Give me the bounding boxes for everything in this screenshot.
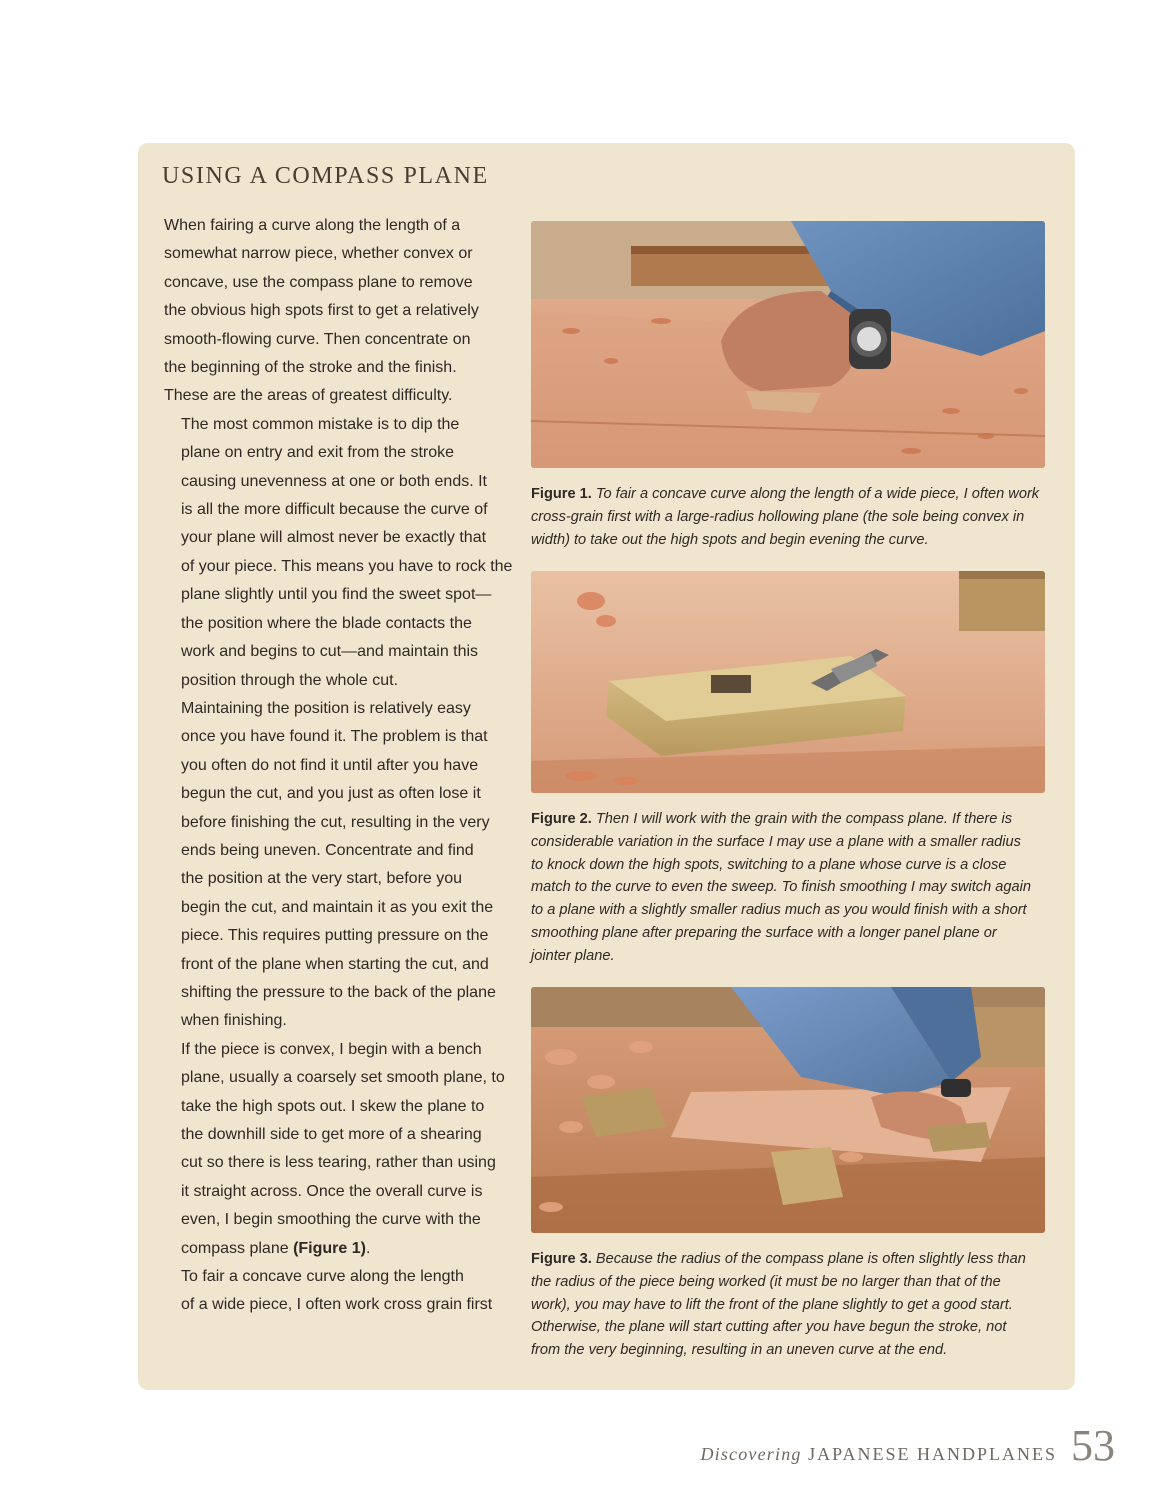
figure-2-photo <box>531 571 1045 793</box>
page-number: 53 <box>1071 1421 1115 1470</box>
text-line: you often do not find it until after you have <box>181 756 479 774</box>
caption-line: smoothing plane after preparing the surface with a longer panel plane or <box>531 924 997 941</box>
text-line: These are the areas of greatest difficulty. <box>164 387 453 405</box>
text-line: smooth-flowing curve. Then concentrate on <box>164 330 471 348</box>
paragraph-4 <box>164 1036 506 1263</box>
caption-text: Then I will work with the grain with the compass plane. If there is <box>595 811 1012 827</box>
text-line: when finishing. <box>181 1012 287 1030</box>
caption-line: from the very beginning, resulting in an uneven curve at the end. <box>531 1342 948 1359</box>
text-line: When fairing a curve along the length of a <box>164 217 461 234</box>
caption-text: To fair a concave curve along the length of a wide piece, I often work <box>595 486 1040 502</box>
text-line: the position where the blade contacts the <box>181 614 472 632</box>
text-line: plane on entry and exit from the stroke <box>181 444 455 462</box>
text-line: even, I begin smoothing the curve with the <box>181 1211 481 1229</box>
figure-1-illustration <box>531 221 1045 468</box>
text-line <box>164 1235 506 1263</box>
paragraph-1 <box>164 212 506 411</box>
caption-line: jointer plane. <box>531 947 615 964</box>
text-line: If the piece is convex, I begin with a bench <box>181 1040 482 1058</box>
text-line: once you have found it. The problem is that <box>181 728 488 746</box>
caption-line <box>531 483 1061 506</box>
figure-3-illustration <box>531 987 1045 1233</box>
sidebar-body <box>164 212 513 1320</box>
caption-line <box>531 1248 1061 1271</box>
caption-line <box>531 808 1061 831</box>
text-line: position through the whole cut. <box>181 671 399 689</box>
caption-line: to a plane with a slightly smaller radius much as you would finish with a short <box>531 902 1027 919</box>
running-footer-title <box>700 1444 1057 1464</box>
text-line: it straight across. Once the overall curve is <box>181 1182 483 1200</box>
caption-line: cross-grain first with a large-radius hollowing plane (the sole being convex in <box>531 508 1025 525</box>
text-line: concave, use the compass plane to remove <box>164 273 473 291</box>
text-line: plane, usually a coarsely set smooth plane, to <box>181 1069 505 1087</box>
paragraph-3 <box>164 695 506 1036</box>
text-line: work and begins to cut—and maintain this <box>181 643 479 661</box>
caption-line: considerable variation in the surface I may use a plane with a smaller radius <box>531 833 1021 850</box>
caption-line: work), you may have to lift the front of the plane slightly to get a good start. <box>531 1296 1013 1313</box>
text-line: front of the plane when starting the cut, and <box>181 955 489 973</box>
text-line: your plane will almost never be exactly that <box>181 529 487 547</box>
figure-1-caption <box>531 483 1061 551</box>
figure-1-label: Figure 1. <box>531 486 592 502</box>
text-fragment: . <box>365 1239 371 1257</box>
figure-1-photo <box>531 221 1045 468</box>
text-line: the obvious high spots first to get a relatively <box>164 302 479 320</box>
figure-2-caption <box>531 808 1061 968</box>
text-line: begun the cut, and you just as often lose it <box>181 785 481 803</box>
text-line: the beginning of the stroke and the finish. <box>164 359 457 377</box>
text-line: Maintaining the position is relatively easy <box>181 699 471 717</box>
text-line: of a wide piece, I often work cross grain first <box>181 1296 493 1314</box>
text-line: the downhill side to get more of a shearing <box>181 1126 482 1143</box>
footer-discovering: Discovering <box>700 1444 802 1464</box>
text-line: somewhat narrow piece, whether convex or <box>164 245 473 263</box>
text-line: cut so there is less tearing, rather than using <box>181 1154 496 1172</box>
text-line: shifting the pressure to the back of the plane <box>181 983 496 1001</box>
text-fragment: compass plane <box>181 1239 294 1257</box>
text-line: before finishing the cut, resulting in the very <box>181 813 490 831</box>
figure-2-label: Figure 2. <box>531 811 592 827</box>
caption-line: width) to take out the high spots and begin evening the curve. <box>531 531 929 548</box>
text-line: take the high spots out. I skew the plane to <box>181 1097 485 1115</box>
text-line: piece. This requires putting pressure on the <box>181 927 489 945</box>
caption-line: match to the curve to even the sweep. To finish smoothing I may switch again <box>531 879 1031 896</box>
figure-2-illustration <box>531 571 1045 793</box>
figure-1-reference: (Figure 1) <box>293 1239 366 1257</box>
sidebar-title: USING A COMPASS PLANE <box>162 163 489 189</box>
caption-line: Otherwise, the plane will start cutting after you have begun the stroke, not <box>531 1319 1007 1336</box>
figure-3-label: Figure 3. <box>531 1251 592 1267</box>
figure-3-photo <box>531 987 1045 1233</box>
text-line: of your piece. This means you have to rock the <box>181 557 513 575</box>
figure-3-caption <box>531 1248 1061 1362</box>
text-line: causing unevenness at one or both ends. It <box>181 472 487 490</box>
text-line: is all the more difficult because the curve of <box>181 501 488 519</box>
paragraph-2 <box>164 411 513 695</box>
caption-text: Because the radius of the compass plane is often slightly less than <box>595 1251 1026 1267</box>
footer-book-title: JAPANESE HANDPLANES <box>808 1444 1057 1464</box>
caption-line: to knock down the high spots, switching to a plane whose curve is a close <box>531 856 1007 873</box>
page-footer <box>700 1420 1115 1471</box>
text-line: The most common mistake is to dip the <box>181 415 460 433</box>
text-line: the position at the very start, before you <box>181 870 463 888</box>
text-line: To fair a concave curve along the length <box>181 1268 464 1286</box>
paragraph-5 <box>164 1263 506 1320</box>
text-line: begin the cut, and maintain it as you exit the <box>181 898 494 916</box>
caption-line: the radius of the piece being worked (it must be no larger than that of the <box>531 1273 1001 1290</box>
text-line: ends being uneven. Concentrate and find <box>181 841 474 859</box>
text-line: plane slightly until you find the sweet spot— <box>181 586 492 604</box>
